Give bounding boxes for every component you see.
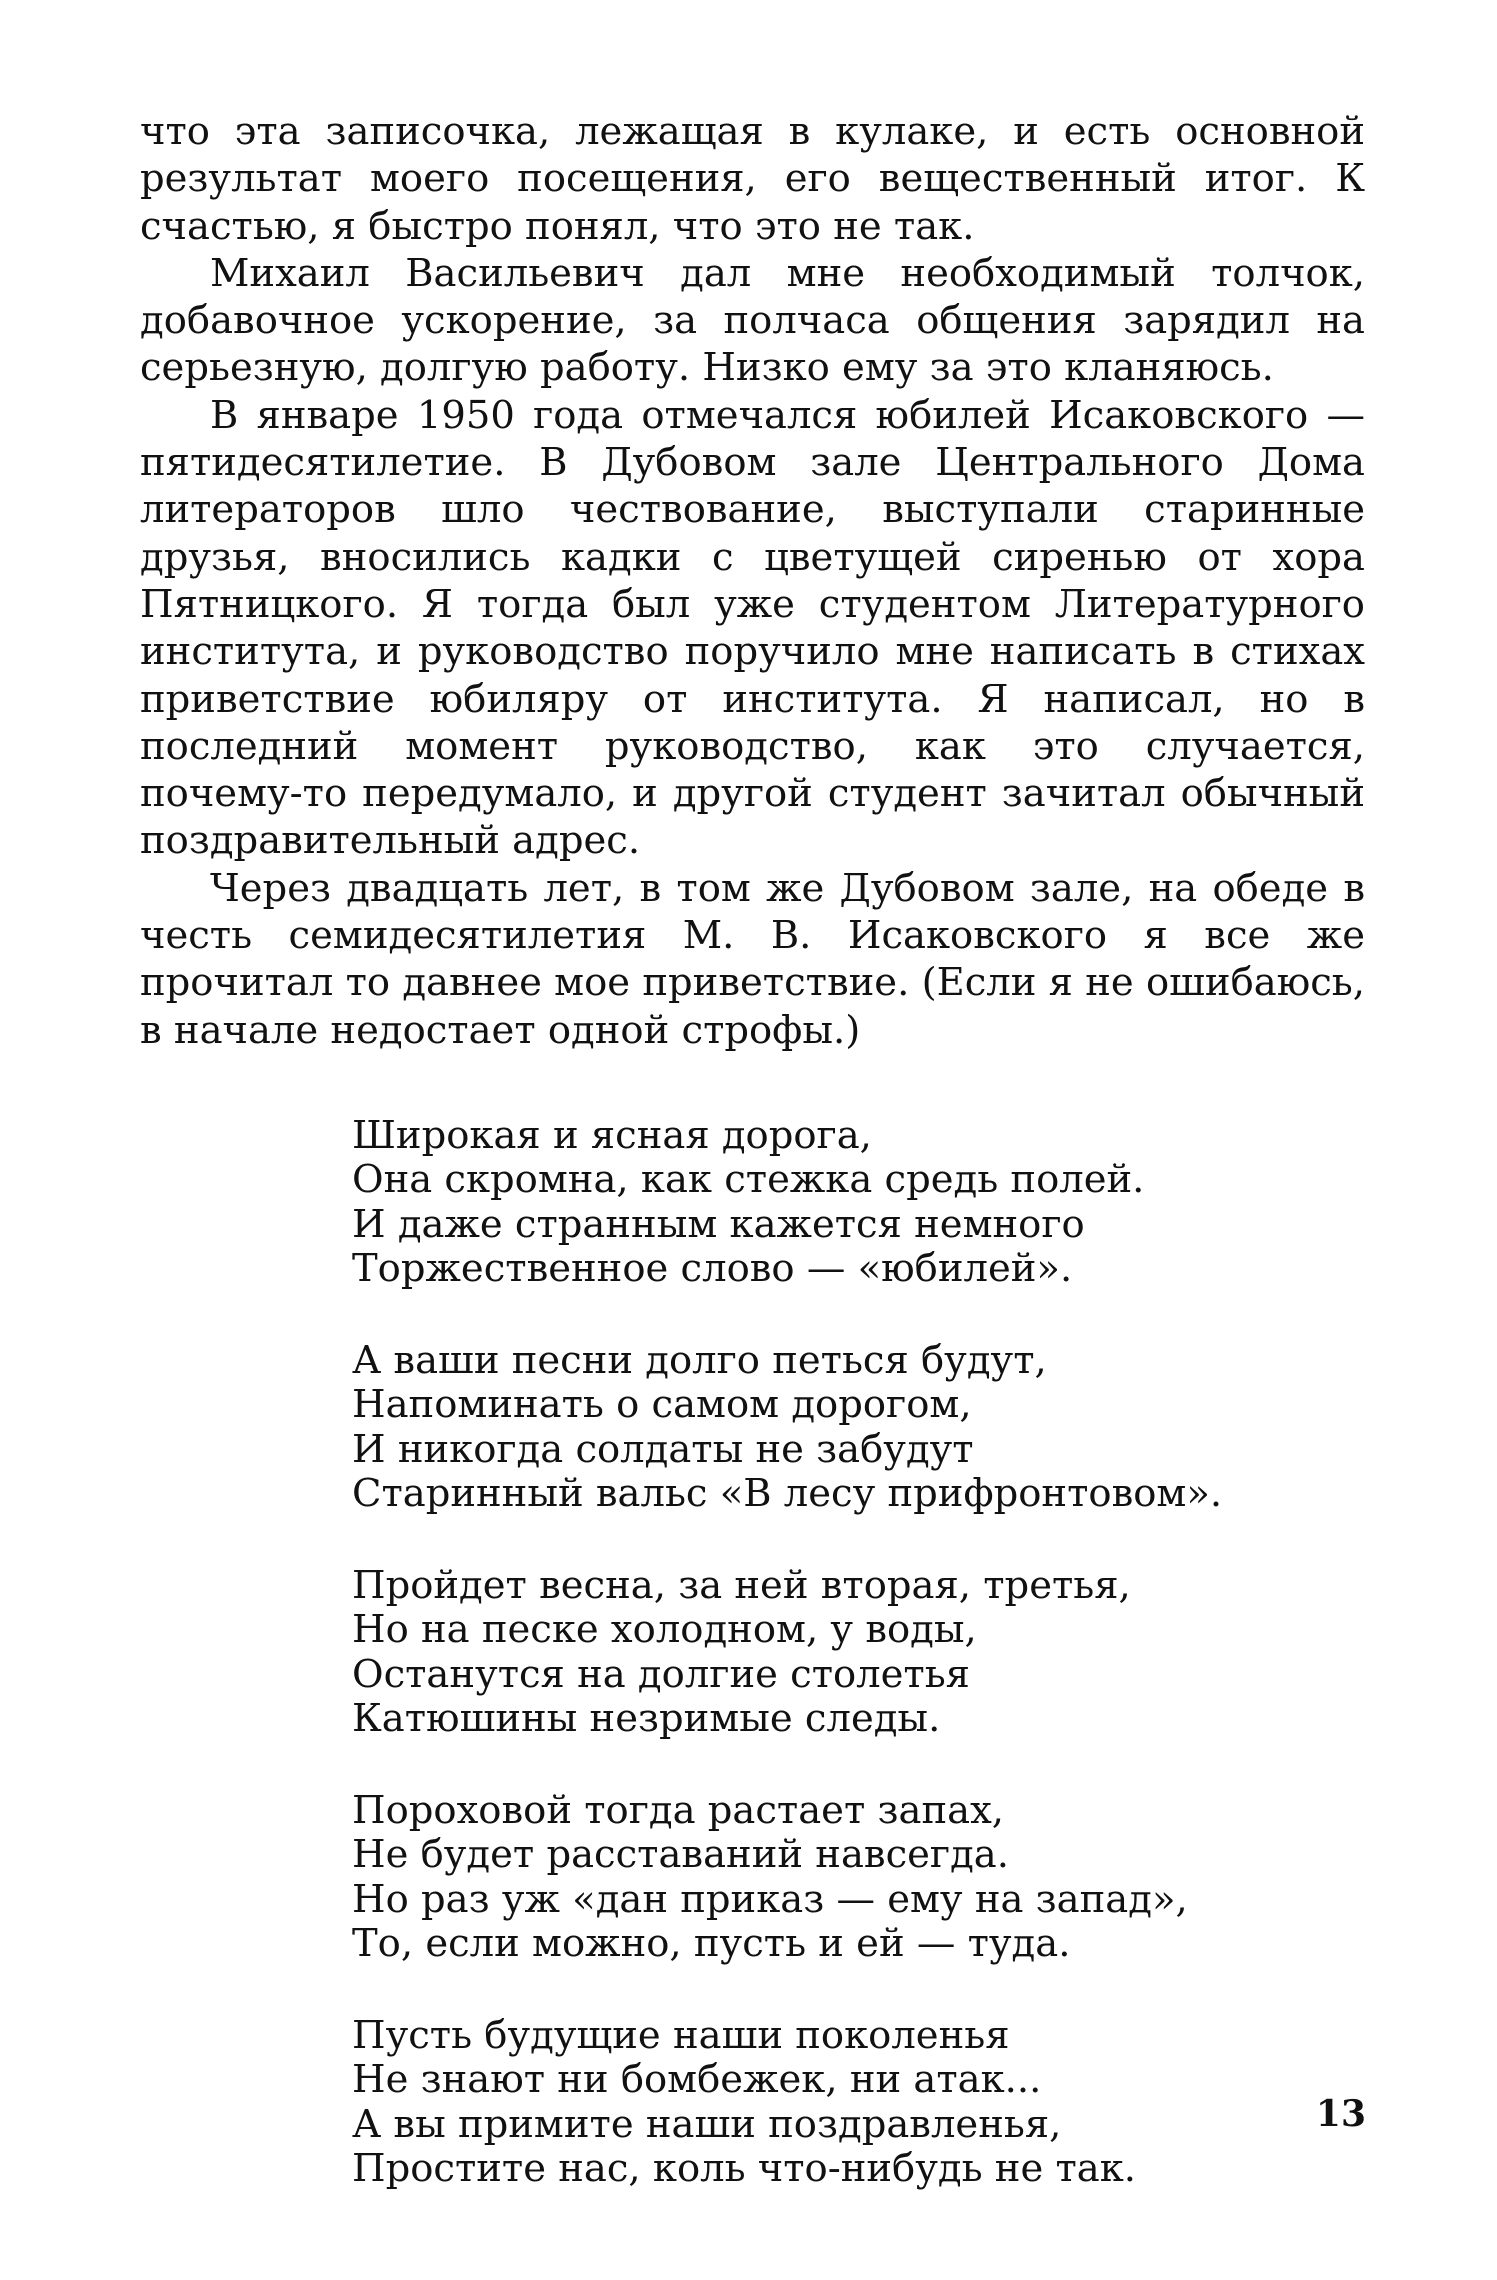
poem-stanza (352, 1789, 1365, 1967)
poem-line: Останутся на долгие столетья (352, 1651, 970, 1697)
poem-line: Но на песке холодном, у воды, (352, 1607, 977, 1653)
page-number: 13 (1315, 2093, 1366, 2135)
poem-line: Простите нас, коль что-нибудь не так. (352, 2146, 1137, 2192)
prose-block (140, 108, 1365, 1054)
poem-line: А вы примите наши поздравленья, (352, 2101, 1062, 2147)
poem-line: Она скромна, как стежка средь полей. (352, 1157, 1145, 1203)
poem-line: Напоминать о самом дорогом, (352, 1382, 972, 1428)
paragraph: Михаил Васильевич дал мне необходимый толчок, добавочное ускорение, за полчаса общения зарядил на серьезную, долгую работу. Низко ему за это кланяюсь. (140, 250, 1365, 391)
poem-line: Но раз уж «дан приказ — ему на запад», (352, 1876, 1188, 1922)
poem-line: Старинный вальс «В лесу прифронтовом». (352, 1471, 1223, 1517)
poem-line: Широкая и ясная дорога, (352, 1112, 872, 1158)
poem-stanza (352, 1114, 1365, 1292)
book-page (140, 108, 1365, 2239)
poem-line: Не знают ни бомбежек, ни атак... (352, 2057, 1042, 2103)
poem-line: Пороховой тогда растает запах, (352, 1787, 1005, 1833)
poem-stanza (352, 1564, 1365, 1742)
poem-line: А ваши песни долго петься будут, (352, 1337, 1047, 1383)
poem-line: Катюшины незримые следы. (352, 1696, 941, 1742)
poem (352, 1114, 1365, 2192)
poem-line: Не будет расставаний навсегда. (352, 1832, 1009, 1878)
poem-line: Пусть будущие наши поколенья (352, 2012, 1010, 2058)
poem-line: Пройдет весна, за ней вторая, третья, (352, 1562, 1131, 1608)
poem-line: Торжественное слово — «юбилей». (352, 1246, 1073, 1292)
poem-line: И никогда солдаты не забудут (352, 1426, 974, 1472)
poem-line: То, если можно, пусть и ей — туда. (352, 1921, 1071, 1967)
paragraph: В январе 1950 года отмечался юбилей Исаковского — пятидесятилетие. В Дубовом зале Центрального Дома литераторов шло чествование, выступали старинные друзья, вносились кадки с цветущей сиренью от хора Пятницкого. Я тогда был уже студентом Литературного института, и руководство поручило мне написать в стихах приветствие юбиляру от института. Я написал, но в последний момент руководство, как это случается, почему-то передумало, и другой студент зачитал обычный поздравительный адрес. (140, 392, 1365, 864)
paragraph: Через двадцать лет, в том же Дубовом зале, на обеде в честь семидесятилетия М. В. Исаковского я все же прочитал то давнее мое приветствие. (Если я не ошибаюсь, в начале недостает одной строфы.) (140, 865, 1365, 1053)
paragraph: что эта записочка, лежащая в кулаке, и есть основной результат моего посещения, его вещественный итог. К счастью, я быстро понял, что это не так. (140, 109, 1365, 249)
poem-stanza (352, 1339, 1365, 1517)
poem-line: И даже странным кажется немного (352, 1201, 1085, 1247)
poem-stanza (352, 2014, 1365, 2192)
